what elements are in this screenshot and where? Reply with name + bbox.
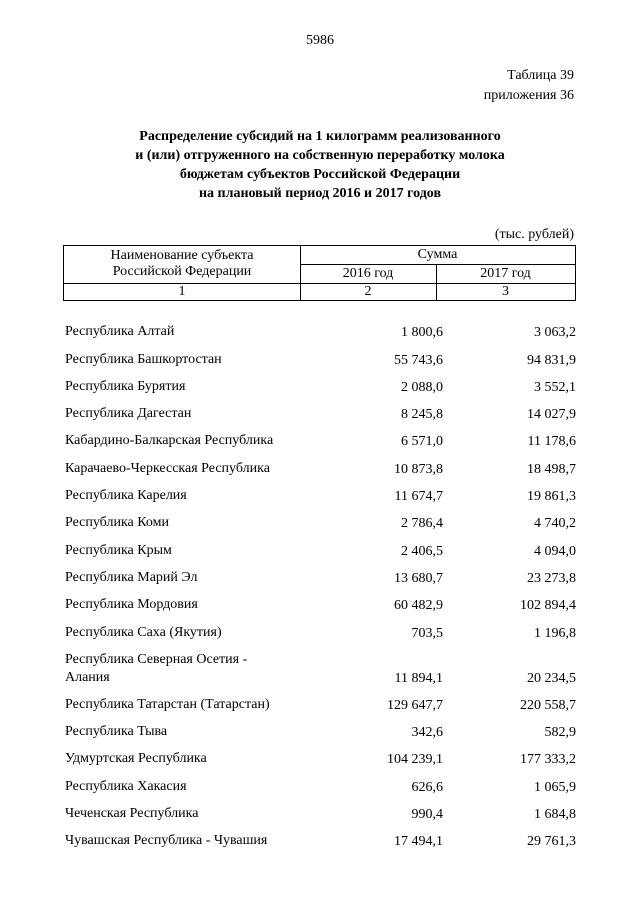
table-row xyxy=(63,454,576,481)
region-name: Республика Дагестан xyxy=(65,406,192,422)
header-num-1: 1 xyxy=(178,284,186,299)
header-name-line2: Российской Федерации xyxy=(112,264,252,279)
value-2016: 13 680,7 xyxy=(394,570,443,586)
value-2016: 55 743,6 xyxy=(394,352,443,368)
region-name: Республика Крым xyxy=(65,542,172,558)
region-name-line1: Республика Северная Осетия - xyxy=(65,651,248,667)
table-row xyxy=(63,718,576,745)
value-2017: 4 740,2 xyxy=(534,516,576,532)
value-2016: 104 239,1 xyxy=(387,752,443,768)
value-2016: 2 406,5 xyxy=(401,543,443,559)
region-name: Кабардино-Балкарская Республика xyxy=(65,433,274,449)
header-num-2: 2 xyxy=(364,284,372,299)
region-name: Республика Коми xyxy=(65,515,169,531)
header-2017: 2017 год xyxy=(480,266,531,281)
region-name: Республика Мордовия xyxy=(65,597,198,613)
region-name: Чувашская Республика - Чувашия xyxy=(65,833,268,849)
value-2016: 703,5 xyxy=(411,625,443,641)
value-2017: 1 684,8 xyxy=(534,807,576,823)
header-divider xyxy=(300,264,575,265)
header-num-3: 3 xyxy=(502,284,509,299)
table-row xyxy=(63,318,576,345)
value-2017: 102 894,4 xyxy=(520,598,576,614)
table-row xyxy=(63,373,576,400)
region-name-line2: Алания xyxy=(65,669,110,685)
value-2016: 342,6 xyxy=(411,725,443,741)
value-2017: 18 498,7 xyxy=(527,461,576,477)
units-label: (тыс. рублей) xyxy=(494,227,574,242)
value-2017: 29 761,3 xyxy=(527,834,576,850)
value-2016: 990,4 xyxy=(411,807,443,823)
table-reference xyxy=(484,66,574,106)
value-2016: 2 786,4 xyxy=(401,516,443,532)
region-name: Чеченская Республика xyxy=(65,806,199,822)
value-2017: 1 196,8 xyxy=(534,625,576,641)
region-name: Республика Карелия xyxy=(65,488,187,504)
value-2017: 23 273,8 xyxy=(527,570,576,586)
value-2016: 2 088,0 xyxy=(401,379,443,395)
value-2016: 6 571,0 xyxy=(401,434,443,450)
header-name-col xyxy=(64,248,300,280)
value-2016: 11 894,1 xyxy=(394,670,443,686)
value-2016: 10 873,8 xyxy=(394,461,443,477)
value-2017: 14 027,9 xyxy=(527,407,576,423)
table-body xyxy=(63,318,576,854)
table-row xyxy=(63,400,576,427)
table-row xyxy=(63,772,576,799)
region-name: Республика Алтай xyxy=(65,324,175,340)
table-row xyxy=(63,427,576,454)
title-line2: и (или) отгруженного на собственную переработку молока xyxy=(135,148,505,163)
table-row xyxy=(63,509,576,536)
document-title xyxy=(0,127,640,203)
value-2017: 3 552,1 xyxy=(534,379,576,395)
page-number: 5986 xyxy=(306,33,334,48)
region-name: Республика Башкортостан xyxy=(65,351,222,367)
table-row xyxy=(63,691,576,718)
table-row xyxy=(63,345,576,372)
value-2016: 60 482,9 xyxy=(394,598,443,614)
value-2016: 17 494,1 xyxy=(394,834,443,850)
value-2017: 19 861,3 xyxy=(527,489,576,505)
region-name: Республика Тыва xyxy=(65,724,168,740)
value-2017: 20 234,5 xyxy=(527,670,576,686)
region-name: Удмуртская Республика xyxy=(65,751,207,767)
table-row xyxy=(63,618,576,645)
value-2017: 4 094,0 xyxy=(534,543,576,559)
region-name: Республика Марий Эл xyxy=(65,569,198,585)
region-name: Республика Татарстан (Татарстан) xyxy=(65,696,270,712)
value-2016: 1 800,6 xyxy=(401,325,443,341)
table-header xyxy=(63,245,576,301)
region-name: Карачаево-Черкесская Республика xyxy=(65,460,270,476)
region-name: Республика Саха (Якутия) xyxy=(65,624,222,640)
table-row xyxy=(63,800,576,827)
table-row xyxy=(63,646,576,691)
header-name-line1: Наименование субъекта xyxy=(110,248,254,263)
header-2016: 2016 год xyxy=(342,266,394,281)
region-name xyxy=(65,651,247,687)
header-sum: Сумма xyxy=(417,247,458,262)
table-row xyxy=(63,564,576,591)
value-2017: 1 065,9 xyxy=(534,779,576,795)
value-2017: 177 333,2 xyxy=(520,752,576,768)
value-2017: 220 558,7 xyxy=(520,697,576,713)
value-2017: 3 063,2 xyxy=(534,325,576,341)
value-2016: 129 647,7 xyxy=(387,697,443,713)
region-name: Республика Бурятия xyxy=(65,378,186,394)
table-row xyxy=(63,591,576,618)
region-name: Республика Хакасия xyxy=(65,778,187,794)
table-row xyxy=(63,745,576,772)
table-ref-line2: приложения 36 xyxy=(483,88,574,103)
table-ref-line1: Таблица 39 xyxy=(507,68,574,83)
title-line3: бюджетам субъектов Российской Федерации xyxy=(179,167,461,182)
value-2017: 11 178,6 xyxy=(527,434,576,450)
value-2017: 582,9 xyxy=(544,725,576,741)
value-2016: 8 245,8 xyxy=(401,407,443,423)
title-line1: Распределение субсидий на 1 килограмм реализованного xyxy=(139,129,501,144)
table-row xyxy=(63,536,576,563)
table-row xyxy=(63,827,576,854)
value-2016: 11 674,7 xyxy=(394,489,443,505)
title-line4: на плановый период 2016 и 2017 годов xyxy=(198,186,442,201)
table-row xyxy=(63,482,576,509)
value-2016: 626,6 xyxy=(411,779,443,795)
value-2017: 94 831,9 xyxy=(527,352,576,368)
